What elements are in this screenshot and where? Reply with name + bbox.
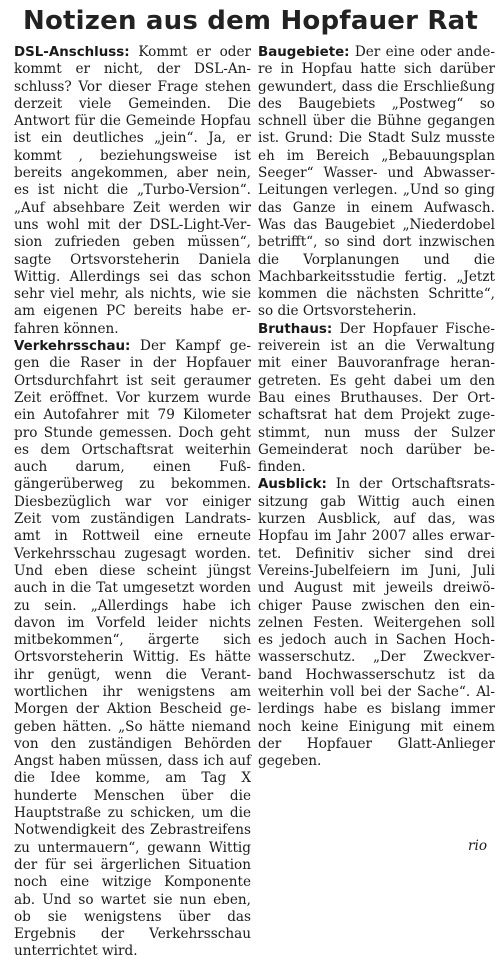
section-heading: Baugebiete: (258, 45, 350, 60)
section-text: Der Kampf gegen die Raser in der Hopfauer Ortsdurchfahrt ist seit geraumer Zeit eröffnet. Vor kurzem wurde ein Autofahrer mit 79 Kilometer pro Stunde gemessen. Doch geht es dem Ortschaftsrat weiterhin auch darum, einen Fußgängerüberweg zu bekommen. Diesbezüglich war vor einiger Zeit vom zuständigen Landratsamt in Rottweil eine erneute Verkehrsschau zugesagt worden. Und eben diese scheint jüngst auch in die Tat umgesetzt worden zu sein. „Allerdings habe ich davon im Vorfeld leider nichts mitbekommen“, ärgerte sich Ortsvorsteherin Wittig. Es hätte ihr genügt, wenn die Verantwortlichen ihr wenigstens am Morgen der Aktion Bescheid gegeben hätten. „So hätte niemand von den zuständigen Behörden Angst haben müssen, dass ich auf die Idee komme, am Tag X hunderte Menschen über die Hauptstraße zu schicken, um die Notwendigkeit des Zebrastreifens zu untermauern“, gewann Wittig der für sei ärgerlichen Situation noch eine witzige Komponente ab. Und so wartet sie nun eben, ob sie wenigstens über das Ergebnis der Verkehrsschau unterrichtet wird. (14, 338, 251, 960)
section-ausblick (258, 476, 495, 770)
section-heading: Ausblick: (258, 477, 327, 493)
column-left (14, 44, 251, 960)
section-dsl (14, 44, 251, 338)
section-text: Der Hopfauer Fischereiverein ist an die Verwaltung mit einer Bauvoranfrage herangetreten. Es geht dabei um den Bau eines Bruthauses. Der Ortschaftsrat hat dem Projekt zugestimmt, nun muss der Sulzer Gemeinderat noch darüber befinden. (258, 320, 495, 476)
section-heading: Bruthaus: (258, 321, 333, 337)
section-heading: Verkehrsschau: (14, 339, 131, 355)
section-text: Kommt er oder kommt er nicht, der DSL-Anschluss? Vor dieser Frage stehen derzeit viele Gemeinden. Die Antwort für die Gemeinde Hopfau ist ein deutliches „jein“. Ja, er kommt , beziehungsweise ist bereits angekommen, aber nein, es ist nicht die „Turbo-Version“. „Auf absehbare Zeit werden wir uns wohl mit der DSL-Light-Version zufrieden geben müssen“, sagte Ortsvorsteherin Daniela Wittig. Allerdings sei das schon sehr viel mehr, als nichts, wie sie am eigenen PC bereits habe erfahren können. (14, 44, 251, 337)
section-text: Der eine oder andere in Hopfau hatte sich darüber gewundert, dass die Erschließung des Baugebiets „Postweg“ so schnell über die Bühne gegangen ist. Grund: Die Stadt Sulz musste eh im Bereich „Bebauungsplan Seeger“ Wasser- und Abwasser-Leitungen verlegen. „Und so ging das Ganze in einem Aufwasch. Was das Baugebiet „Niederdobel betrifft“, so sind dort inzwischen die Vorplanungen und die Machbarkeitsstudie fertig. „Jetzt kommen die nächsten Schritte“, so die Ortsvorsteherin. (258, 44, 495, 320)
column-right (258, 44, 495, 854)
article-title: Notizen aus dem Hopfauer Rat (23, 6, 478, 36)
section-verkehrsschau (14, 338, 251, 961)
section-baugebiete (258, 44, 495, 321)
author-byline: rio (467, 838, 487, 854)
section-bruthaus (258, 321, 495, 477)
section-text: In der Ortschaftsratssitzung gab Wittig auch einen kurzen Ausblick, auf das, was Hopfau im Jahr 2007 alles erwartet. Definitiv sicher sind drei Vereins-Jubelfeiern im Juni, Juli und August mit jeweils dreiwöchiger Pause zwischen den einzelnen Festen. Weitergehen soll es jedoch auch in Sachen Hochwasserschutz. „Der Zweckverband Hochwasserschutz ist da weiterhin voll bei der Sache“. Allerdings habe es bislang immer noch keine Einigung mit einem der Hopfauer Glatt-Anlieger gegeben. (258, 476, 495, 770)
section-heading: DSL-Anschluss: (14, 45, 130, 60)
